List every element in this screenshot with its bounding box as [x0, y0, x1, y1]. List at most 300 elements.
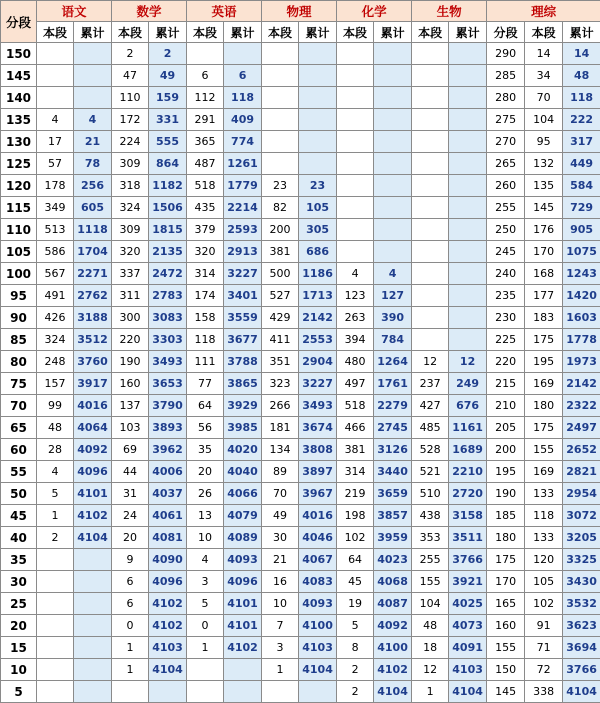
segment-count-cell: 10	[187, 527, 224, 549]
cumulative-count-cell: 4066	[224, 483, 262, 505]
cumulative-count-cell	[74, 681, 112, 703]
cumulative-count-cell: 3493	[149, 351, 187, 373]
cumulative-count-cell	[449, 307, 487, 329]
table-row	[1, 593, 600, 615]
cumulative-count-cell	[224, 681, 262, 703]
cumulative-count-cell: 1161	[449, 417, 487, 439]
cumulative-count-cell: 3929	[224, 395, 262, 417]
segment-count-cell: 266	[262, 395, 299, 417]
segment-count-cell: 12	[412, 351, 449, 373]
cumulative-count-cell: 4020	[224, 439, 262, 461]
segment-count-cell	[412, 109, 449, 131]
lizong-header-segment: 本段	[525, 22, 563, 43]
lizong-score-cell: 190	[487, 483, 525, 505]
segment-count-cell: 9	[112, 549, 149, 571]
segment-count-cell	[37, 593, 74, 615]
cumulative-count-cell	[374, 109, 412, 131]
cumulative-count-cell: 4006	[149, 461, 187, 483]
lizong-cumulative-cell: 3694	[563, 637, 600, 659]
segment-count-cell	[412, 219, 449, 241]
segment-count-cell: 8	[337, 637, 374, 659]
segment-count-cell	[187, 43, 224, 65]
segment-count-cell	[337, 87, 374, 109]
segment-count-cell	[337, 219, 374, 241]
segment-count-cell: 527	[262, 285, 299, 307]
subject-header-chinese: 语文	[37, 1, 112, 22]
segment-count-cell: 314	[187, 263, 224, 285]
cumulative-count-cell: 676	[449, 395, 487, 417]
cumulative-count-cell: 3227	[299, 373, 337, 395]
cumulative-count-cell	[449, 263, 487, 285]
cumulative-count-cell: 3126	[374, 439, 412, 461]
lizong-cumulative-cell: 2322	[563, 395, 600, 417]
cumulative-count-cell: 4	[74, 109, 112, 131]
cumulative-count-cell	[449, 109, 487, 131]
segment-count-cell: 309	[112, 153, 149, 175]
segment-count-cell: 324	[37, 329, 74, 351]
lizong-cumulative-cell: 48	[563, 65, 600, 87]
corner-header: 分段	[1, 1, 37, 43]
segment-count-cell	[412, 285, 449, 307]
cumulative-count-cell	[149, 681, 187, 703]
lizong-score-cell: 250	[487, 219, 525, 241]
lizong-segment-cell: 70	[525, 87, 563, 109]
segment-count-cell: 429	[262, 307, 299, 329]
segment-count-cell: 18	[412, 637, 449, 659]
lizong-cumulative-cell: 584	[563, 175, 600, 197]
table-row	[1, 483, 600, 505]
segment-count-cell	[262, 131, 299, 153]
cumulative-count-cell: 256	[74, 175, 112, 197]
table-row	[1, 439, 600, 461]
segment-count-cell: 0	[187, 615, 224, 637]
segment-count-cell	[337, 153, 374, 175]
segment-count-cell	[412, 175, 449, 197]
lizong-segment-cell: 176	[525, 219, 563, 241]
cumulative-count-cell: 4023	[374, 549, 412, 571]
cumulative-count-cell: 249	[449, 373, 487, 395]
cumulative-count-cell: 4091	[449, 637, 487, 659]
lizong-segment-cell: 72	[525, 659, 563, 681]
score-cell: 90	[1, 307, 37, 329]
cumulative-count-cell: 4073	[449, 615, 487, 637]
cumulative-count-cell: 4092	[74, 439, 112, 461]
lizong-cumulative-cell: 2497	[563, 417, 600, 439]
cumulative-count-cell: 4102	[149, 615, 187, 637]
cumulative-count-cell: 3512	[74, 329, 112, 351]
segment-count-cell: 26	[187, 483, 224, 505]
cumulative-count-cell: 3760	[74, 351, 112, 373]
segment-count-cell: 480	[337, 351, 374, 373]
cumulative-count-cell: 4096	[74, 461, 112, 483]
segment-count-cell	[412, 87, 449, 109]
cumulative-count-cell: 2279	[374, 395, 412, 417]
table-row	[1, 637, 600, 659]
cumulative-count-cell	[74, 65, 112, 87]
segment-count-cell: 324	[112, 197, 149, 219]
cumulative-count-cell: 4025	[449, 593, 487, 615]
lizong-score-cell: 280	[487, 87, 525, 109]
cumulative-count-cell: 4037	[149, 483, 187, 505]
cumulative-count-cell: 4100	[374, 637, 412, 659]
segment-count-cell: 178	[37, 175, 74, 197]
lizong-segment-cell: 169	[525, 373, 563, 395]
segment-count-cell: 160	[112, 373, 149, 395]
cumulative-count-cell	[299, 43, 337, 65]
lizong-segment-cell: 155	[525, 439, 563, 461]
segment-count-cell: 64	[187, 395, 224, 417]
lizong-cumulative-cell: 2652	[563, 439, 600, 461]
cumulative-count-cell: 3808	[299, 439, 337, 461]
score-cell: 95	[1, 285, 37, 307]
lizong-score-cell: 225	[487, 329, 525, 351]
table-row	[1, 65, 600, 87]
cumulative-count-cell: 3158	[449, 505, 487, 527]
cumulative-count-cell	[374, 153, 412, 175]
lizong-cumulative-cell: 1778	[563, 329, 600, 351]
lizong-segment-cell: 177	[525, 285, 563, 307]
cumulative-count-cell: 4101	[224, 593, 262, 615]
segment-count-cell: 3	[262, 637, 299, 659]
cumulative-count-cell: 3790	[149, 395, 187, 417]
table-row	[1, 109, 600, 131]
segment-count-cell: 17	[37, 131, 74, 153]
table-row	[1, 615, 600, 637]
score-cell: 110	[1, 219, 37, 241]
table-row	[1, 153, 600, 175]
segment-count-cell: 497	[337, 373, 374, 395]
lizong-score-cell: 170	[487, 571, 525, 593]
segment-count-cell: 1	[37, 505, 74, 527]
lizong-score-cell: 240	[487, 263, 525, 285]
subject-header-lizong: 理综	[487, 1, 600, 22]
cumulative-count-cell: 4092	[374, 615, 412, 637]
segment-count-cell: 379	[187, 219, 224, 241]
cumulative-count-cell: 4102	[374, 659, 412, 681]
segment-count-cell: 3	[187, 571, 224, 593]
segment-count-cell: 263	[337, 307, 374, 329]
segment-count-cell: 48	[37, 417, 74, 439]
table-row	[1, 175, 600, 197]
cumulative-count-cell	[299, 153, 337, 175]
segment-count-cell: 21	[262, 549, 299, 571]
subject-header-chemistry: 化学	[337, 1, 412, 22]
cumulative-count-cell: 1713	[299, 285, 337, 307]
cumulative-count-cell	[74, 615, 112, 637]
cumulative-count-cell: 4083	[299, 571, 337, 593]
segment-count-cell	[412, 197, 449, 219]
cumulative-count-cell: 1704	[74, 241, 112, 263]
cumulative-count-cell: 3766	[449, 549, 487, 571]
segment-count-cell	[412, 43, 449, 65]
cumulative-count-cell	[449, 87, 487, 109]
cumulative-count-cell: 3857	[374, 505, 412, 527]
cumulative-count-cell: 2783	[149, 285, 187, 307]
table-row	[1, 659, 600, 681]
segment-count-cell	[337, 65, 374, 87]
lizong-score-cell: 205	[487, 417, 525, 439]
segment-count-cell: 49	[262, 505, 299, 527]
segment-count-cell: 57	[37, 153, 74, 175]
lizong-segment-cell: 175	[525, 329, 563, 351]
lizong-score-cell: 185	[487, 505, 525, 527]
lizong-score-cell: 145	[487, 681, 525, 703]
lizong-cumulative-cell: 3532	[563, 593, 600, 615]
lizong-segment-cell: 14	[525, 43, 563, 65]
cumulative-count-cell: 4064	[74, 417, 112, 439]
segment-count-cell: 16	[262, 571, 299, 593]
lizong-score-cell: 285	[487, 65, 525, 87]
cumulative-count-cell	[449, 153, 487, 175]
subject-header-physics: 物理	[262, 1, 337, 22]
segment-count-cell: 20	[187, 461, 224, 483]
cumulative-count-cell: 23	[299, 175, 337, 197]
lizong-cumulative-cell: 3430	[563, 571, 600, 593]
segment-count-cell	[337, 197, 374, 219]
cumulative-count-cell: 3653	[149, 373, 187, 395]
score-cell: 20	[1, 615, 37, 637]
cumulative-count-cell	[74, 549, 112, 571]
lizong-segment-cell: 95	[525, 131, 563, 153]
lizong-score-cell: 195	[487, 461, 525, 483]
segment-count-cell: 426	[37, 307, 74, 329]
cumulative-count-cell: 3303	[149, 329, 187, 351]
cumulative-count-cell: 2214	[224, 197, 262, 219]
table-row	[1, 131, 600, 153]
cumulative-count-cell: 2762	[74, 285, 112, 307]
cumulative-count-cell: 4101	[74, 483, 112, 505]
cumulative-count-cell: 4103	[149, 637, 187, 659]
cumulative-count-cell: 555	[149, 131, 187, 153]
cumulative-count-cell: 390	[374, 307, 412, 329]
lizong-score-cell: 165	[487, 593, 525, 615]
lizong-cumulative-cell: 3766	[563, 659, 600, 681]
score-cell: 115	[1, 197, 37, 219]
score-cell: 70	[1, 395, 37, 417]
segment-count-cell: 381	[262, 241, 299, 263]
lizong-score-cell: 155	[487, 637, 525, 659]
segment-count-cell: 1	[187, 637, 224, 659]
segment-count-cell: 2	[112, 43, 149, 65]
segment-count-cell: 586	[37, 241, 74, 263]
segment-count-cell: 158	[187, 307, 224, 329]
segment-count-cell	[412, 131, 449, 153]
segment-count-cell	[262, 681, 299, 703]
cumulative-count-cell: 1182	[149, 175, 187, 197]
cumulative-count-cell	[299, 65, 337, 87]
lizong-score-cell: 230	[487, 307, 525, 329]
cumulative-count-cell: 3962	[149, 439, 187, 461]
segment-count-cell: 381	[337, 439, 374, 461]
segment-count-cell: 12	[412, 659, 449, 681]
cumulative-count-cell: 1506	[149, 197, 187, 219]
segment-count-cell	[37, 615, 74, 637]
lizong-header-score: 分段	[487, 22, 525, 43]
segment-count-cell: 6	[112, 593, 149, 615]
segment-count-cell: 510	[412, 483, 449, 505]
sub-header-cumulative: 累计	[299, 22, 337, 43]
segment-count-cell: 323	[262, 373, 299, 395]
cumulative-count-cell: 305	[299, 219, 337, 241]
lizong-cumulative-cell: 1243	[563, 263, 600, 285]
segment-count-cell: 10	[262, 593, 299, 615]
cumulative-count-cell	[449, 241, 487, 263]
table-row	[1, 527, 600, 549]
segment-count-cell: 200	[262, 219, 299, 241]
cumulative-count-cell: 3511	[449, 527, 487, 549]
subject-header-english: 英语	[187, 1, 262, 22]
cumulative-count-cell: 3440	[374, 461, 412, 483]
lizong-score-cell: 290	[487, 43, 525, 65]
lizong-segment-cell: 133	[525, 527, 563, 549]
cumulative-count-cell: 4096	[224, 571, 262, 593]
segment-count-cell	[112, 681, 149, 703]
segment-count-cell	[37, 549, 74, 571]
score-cell: 50	[1, 483, 37, 505]
segment-count-cell	[37, 637, 74, 659]
cumulative-count-cell: 4040	[224, 461, 262, 483]
lizong-cumulative-cell: 1075	[563, 241, 600, 263]
table-row	[1, 549, 600, 571]
cumulative-count-cell: 3559	[224, 307, 262, 329]
lizong-cumulative-cell: 905	[563, 219, 600, 241]
cumulative-count-cell: 4081	[149, 527, 187, 549]
segment-count-cell	[337, 109, 374, 131]
cumulative-count-cell: 3493	[299, 395, 337, 417]
cumulative-count-cell: 1815	[149, 219, 187, 241]
table-row	[1, 373, 600, 395]
segment-count-cell: 30	[262, 527, 299, 549]
cumulative-count-cell: 4093	[224, 549, 262, 571]
lizong-segment-cell: 135	[525, 175, 563, 197]
cumulative-count-cell: 12	[449, 351, 487, 373]
cumulative-count-cell: 6	[224, 65, 262, 87]
cumulative-count-cell: 3985	[224, 417, 262, 439]
segment-count-cell	[337, 131, 374, 153]
cumulative-count-cell: 4067	[299, 549, 337, 571]
lizong-segment-cell: 120	[525, 549, 563, 571]
score-cell: 5	[1, 681, 37, 703]
lizong-segment-cell: 91	[525, 615, 563, 637]
segment-count-cell: 311	[112, 285, 149, 307]
cumulative-count-cell: 4104	[149, 659, 187, 681]
cumulative-count-cell: 4104	[374, 681, 412, 703]
cumulative-count-cell: 4046	[299, 527, 337, 549]
sub-header-cumulative: 累计	[224, 22, 262, 43]
cumulative-count-cell: 3659	[374, 483, 412, 505]
segment-count-cell: 4	[187, 549, 224, 571]
lizong-cumulative-cell: 4104	[563, 681, 600, 703]
table-row	[1, 241, 600, 263]
cumulative-count-cell	[374, 241, 412, 263]
cumulative-count-cell	[224, 43, 262, 65]
segment-count-cell: 291	[187, 109, 224, 131]
lizong-score-cell: 215	[487, 373, 525, 395]
segment-count-cell: 45	[337, 571, 374, 593]
segment-count-cell: 4	[37, 461, 74, 483]
cumulative-count-cell: 3677	[224, 329, 262, 351]
segment-count-cell: 44	[112, 461, 149, 483]
cumulative-count-cell: 2913	[224, 241, 262, 263]
segment-count-cell: 110	[112, 87, 149, 109]
segment-count-cell: 518	[187, 175, 224, 197]
segment-count-cell: 56	[187, 417, 224, 439]
segment-count-cell: 1	[412, 681, 449, 703]
segment-count-cell	[337, 175, 374, 197]
segment-count-cell: 2	[37, 527, 74, 549]
cumulative-count-cell: 3188	[74, 307, 112, 329]
segment-count-cell: 6	[112, 571, 149, 593]
cumulative-count-cell: 4089	[224, 527, 262, 549]
cumulative-count-cell: 3967	[299, 483, 337, 505]
segment-count-cell: 0	[112, 615, 149, 637]
segment-count-cell: 99	[37, 395, 74, 417]
segment-count-cell: 23	[262, 175, 299, 197]
cumulative-count-cell: 1261	[224, 153, 262, 175]
lizong-cumulative-cell: 2954	[563, 483, 600, 505]
lizong-header-cumulative: 累计	[563, 22, 600, 43]
segment-count-cell	[412, 307, 449, 329]
cumulative-count-cell: 4102	[224, 637, 262, 659]
cumulative-count-cell: 3227	[224, 263, 262, 285]
segment-count-cell: 394	[337, 329, 374, 351]
lizong-score-cell: 160	[487, 615, 525, 637]
cumulative-count-cell: 49	[149, 65, 187, 87]
sub-header-segment: 本段	[112, 22, 149, 43]
segment-count-cell: 102	[337, 527, 374, 549]
segment-count-cell: 237	[412, 373, 449, 395]
lizong-cumulative-cell: 449	[563, 153, 600, 175]
score-cell: 150	[1, 43, 37, 65]
segment-count-cell	[262, 153, 299, 175]
segment-count-cell: 314	[337, 461, 374, 483]
cumulative-count-cell: 4103	[299, 637, 337, 659]
cumulative-count-cell: 2745	[374, 417, 412, 439]
lizong-segment-cell: 183	[525, 307, 563, 329]
cumulative-count-cell: 784	[374, 329, 412, 351]
lizong-cumulative-cell: 222	[563, 109, 600, 131]
score-cell: 85	[1, 329, 37, 351]
cumulative-count-cell: 21	[74, 131, 112, 153]
score-cell: 120	[1, 175, 37, 197]
segment-count-cell: 1	[112, 659, 149, 681]
cumulative-count-cell	[299, 131, 337, 153]
header-row-subjects	[1, 1, 600, 22]
lizong-cumulative-cell: 317	[563, 131, 600, 153]
score-cell: 60	[1, 439, 37, 461]
segment-count-cell: 2	[337, 681, 374, 703]
cumulative-count-cell: 127	[374, 285, 412, 307]
table-row	[1, 219, 600, 241]
segment-count-cell: 349	[37, 197, 74, 219]
segment-count-cell: 500	[262, 263, 299, 285]
table-row	[1, 505, 600, 527]
segment-count-cell	[37, 87, 74, 109]
cumulative-count-cell: 3893	[149, 417, 187, 439]
score-cell: 145	[1, 65, 37, 87]
score-cell: 140	[1, 87, 37, 109]
table-row	[1, 43, 600, 65]
cumulative-count-cell: 2593	[224, 219, 262, 241]
segment-count-cell: 318	[112, 175, 149, 197]
sub-header-cumulative: 累计	[374, 22, 412, 43]
table-row	[1, 197, 600, 219]
lizong-cumulative-cell: 3205	[563, 527, 600, 549]
score-cell: 80	[1, 351, 37, 373]
score-cell: 15	[1, 637, 37, 659]
lizong-score-cell: 210	[487, 395, 525, 417]
segment-count-cell: 427	[412, 395, 449, 417]
